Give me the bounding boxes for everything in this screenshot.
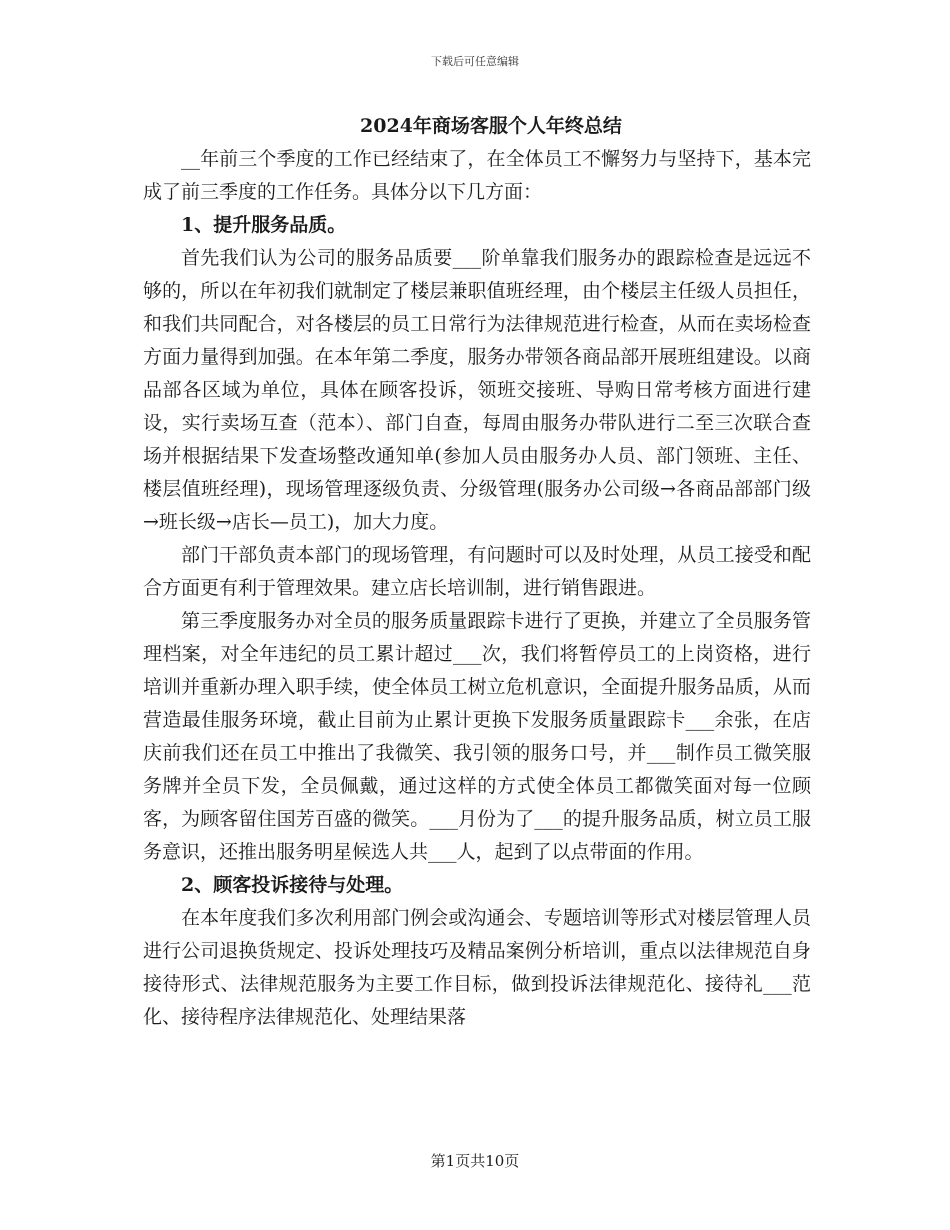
section1-paragraph-2: 部门干部负责本部门的现场管理，有问题时可以及时处理，从员工接受和配合方面更有利于管理效果。建立店长培训制，进行销售跟进。 [143, 544, 811, 599]
section-heading-complaints: 2、顾客投诉接待与处理。 [181, 874, 404, 896]
header-note: 下载后可任意编辑 [431, 55, 519, 68]
section2-paragraph-1: 在本年度我们多次利用部门例会或沟通会、专题培训等形式对楼层管理人员进行公司退换货规定、投诉处理技巧及精品案例分析培训，重点以法律规范自身接待形式、法律规范服务为主要工作目标，做到投诉法律规范化、接待礼___范化、接待程序法律规范化、处理结果落 [143, 907, 811, 1028]
section-heading-service-quality: 1、提升服务品质。 [181, 214, 347, 236]
section1-paragraph-1: 首先我们认为公司的服务品质要___阶单靠我们服务办的跟踪检查是远远不够的，所以在年初我们就制定了楼层兼职值班经理，由个楼层主任级人员担任，和我们共同配合，对各楼层的员工日常行为法律规范进行检查，从而在卖场检查方面力量得到加强。在本年第二季度，服务办带领各商品部开展班组建设。以商品部各区域为单位，具体在顾客投诉，领班交接班、导购日常考核方面进行建设，实行卖场互查（范本）、部门自查，每周由服务办带队进行二至三次联合查场并根据结果下发查场整改通知单(参加人员由服务办人员、部门领班、主任、楼层值班经理)，现场管理逐级负责、分级管理(服务办公司级→各商品部部门级→班长级→店长—员工)，加大力度。 [143, 247, 811, 533]
document-body [143, 110, 811, 1034]
page-footer: 第1页共10页 [430, 1152, 520, 1170]
intro-paragraph: __年前三个季度的工作已经结束了，在全体员工不懈努力与坚持下，基本完成了前三季度的工作任务。具体分以下几方面： [143, 148, 811, 203]
document-title: 2024年商场客服个人年终总结 [360, 115, 622, 137]
section1-paragraph-3: 第三季度服务办对全员的服务质量跟踪卡进行了更换，并建立了全员服务管理档案，对全年违纪的员工累计超过___次，我们将暂停员工的上岗资格，进行培训并重新办理入职手续，使全体员工树立危机意识，全面提升服务品质，从而营造最佳服务环境，截止目前为止累计更换下发服务质量跟踪卡___余张，在店庆前我们还在员工中推出了我微笑、我引领的服务口号，并___制作员工微笑服务牌并全员下发，全员佩戴，通过这样的方式使全体员工都微笑面对每一位顾客，为顾客留住国芳百盛的微笑。___月份为了___的提升服务品质，树立员工服务意识，还推出服务明星候选人共___人，起到了以点带面的作用。 [143, 610, 811, 863]
